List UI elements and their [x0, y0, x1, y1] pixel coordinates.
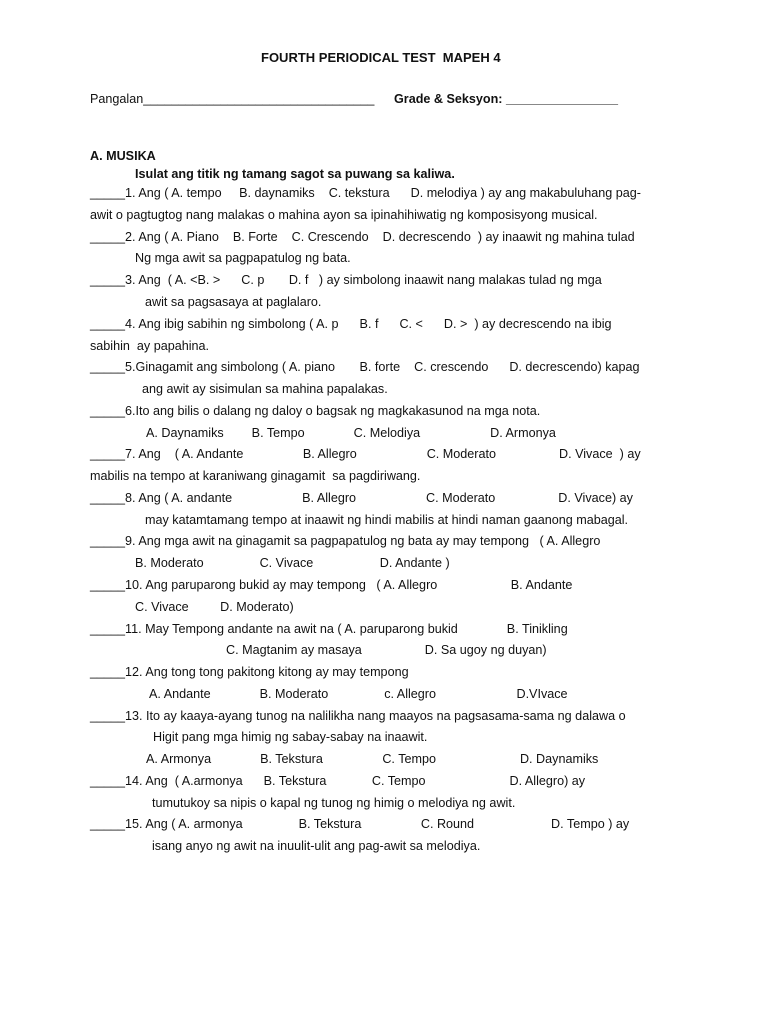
q5-cont: ang awit ay sisimulan sa mahina papalakas.	[142, 382, 388, 396]
q1-line: _____1. Ang ( A. tempo B. daynamiks C. tekstura D. melodiya ) ay ang makabuluhang pag-	[90, 186, 641, 200]
q13-options: A. Armonya B. Tekstura C. Tempo D. Daynamiks	[146, 752, 599, 766]
q1-cont: awit o pagtugtog nang malakas o mahina ayon sa ipinahihiwatig ng komposisyong musical.	[90, 208, 598, 222]
q4-cont: sabihin ay papahina.	[90, 339, 210, 353]
q13-line: _____13. Ito ay kaaya-ayang tunog na nalilikha nang maayos na pagsasama-sama ng dalawa o	[90, 709, 626, 723]
q15-cont: isang anyo ng awit na inuulit-ulit ang pag-awit sa melodiya.	[152, 839, 481, 853]
q5-line: _____5.Ginagamit ang simbolong ( A. piano B. forte C. crescendo D. decrescendo) kapag	[90, 360, 640, 374]
q9-line: _____9. Ang mga awit na ginagamit sa pagpapatulog ng bata ay may tempong ( A. Allegro	[90, 534, 601, 548]
q10-line: _____10. Ang paruparong bukid ay may tempong ( A. Allegro B. Andante	[90, 578, 573, 592]
q8-line: _____8. Ang ( A. andante B. Allegro C. Moderato D. Vivace) ay	[90, 491, 633, 505]
q12-line: _____12. Ang tong tong pakitong kitong ay may tempong	[90, 665, 409, 679]
q2-line: _____2. Ang ( A. Piano B. Forte C. Crescendo D. decrescendo ) ay inaawit ng mahina tulad	[90, 230, 635, 244]
q11-options: C. Magtanim ay masaya D. Sa ugoy ng duyan)	[226, 643, 547, 657]
q14-line: _____14. Ang ( A.armonya B. Tekstura C. Tempo D. Allegro) ay	[90, 774, 586, 788]
q7-cont: mabilis na tempo at karaniwang ginagamit sa pagdiriwang.	[90, 469, 421, 483]
q6-options: A. Daynamiks B. Tempo C. Melodiya D. Armonya	[146, 426, 556, 440]
q15-line: _____15. Ang ( A. armonya B. Tekstura C. Round D. Tempo ) ay	[90, 817, 630, 831]
q6-line: _____6.Ito ang bilis o dalang ng daloy o bagsak ng magkakasunod na mga nota.	[90, 404, 541, 418]
grade-section-field: Grade & Seksyon: ________________	[394, 92, 619, 106]
q3-line: _____3. Ang ( A. <B. > C. p D. f ) ay simbolong inaawit nang malakas tulad ng mga	[90, 273, 602, 287]
q12-options: A. Andante B. Moderato c. Allegro D.VIvace	[149, 687, 568, 701]
q3-cont: awit sa pagsasaya at paglalaro.	[145, 295, 322, 309]
q4-line: _____4. Ang ibig sabihin ng simbolong ( A. p B. f C. < D. > ) ay decrescendo na ibig	[90, 317, 612, 331]
q7-line: _____7. Ang ( A. Andante B. Allegro C. Moderato D. Vivace ) ay	[90, 447, 641, 461]
q13-cont: Higit pang mga himig ng sabay-sabay na inaawit.	[153, 730, 428, 744]
q2-cont: Ng mga awit sa pagpapatulog ng bata.	[135, 251, 351, 265]
instructions: Isulat ang titik ng tamang sagot sa puwang sa kaliwa.	[135, 167, 455, 181]
q8-cont: may katamtamang tempo at inaawit ng hindi mabilis at hindi naman gaanong mabagal.	[145, 513, 629, 527]
section-heading: A. MUSIKA	[90, 149, 156, 163]
q9-options: B. Moderato C. Vivace D. Andante )	[135, 556, 450, 570]
q14-cont: tumutukoy sa nipis o kapal ng tunog ng himig o melodiya ng awit.	[152, 796, 516, 810]
q11-line: _____11. May Tempong andante na awit na ( A. paruparong bukid B. Tinikling	[90, 622, 568, 636]
q10-options: C. Vivace D. Moderato)	[135, 600, 294, 614]
name-field: Pangalan_________________________________	[90, 92, 375, 106]
page-title: FOURTH PERIODICAL TEST MAPEH 4	[261, 50, 501, 65]
